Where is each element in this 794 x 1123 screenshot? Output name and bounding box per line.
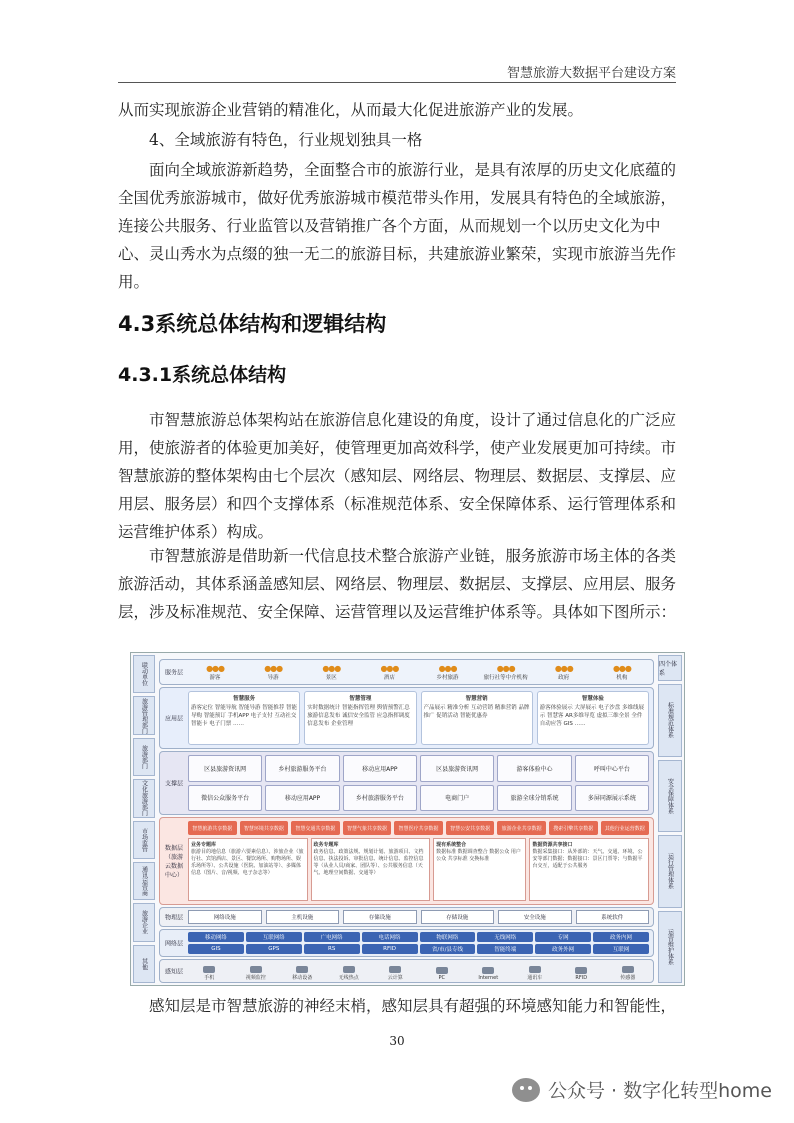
right-label: 运营维护体系 <box>658 911 682 984</box>
data-panel: 现有系统整合 数据标准 数据调查整合 数据公众 用户公众 共享标准 交换标准 <box>433 838 526 901</box>
support-box: 多屏同源展示系统 <box>575 785 649 812</box>
sensing-item: 传感器 <box>607 961 650 981</box>
right-label: 运行管理体系 <box>658 835 682 908</box>
people-icon: ●●● <box>322 663 341 673</box>
service-user: ●●● 旅行社等中介机构 <box>483 663 528 681</box>
physical-item: 安全设施 <box>498 910 572 924</box>
page-number: 30 <box>389 1034 405 1048</box>
layer-label: 物理层 <box>164 914 183 922</box>
service-layer <box>159 659 654 685</box>
network-item: GPS <box>246 944 302 954</box>
physical-item: 系统软件 <box>576 910 650 924</box>
network-item: 广电网络 <box>304 932 360 942</box>
network-item: 专网 <box>535 932 591 942</box>
physical-item: 网络设施 <box>188 910 262 924</box>
service-user: ●●● 游客 <box>206 663 225 681</box>
right-label: 标准规范体系 <box>658 684 682 757</box>
sensing-item: PC <box>421 961 464 981</box>
device-icon <box>203 966 215 973</box>
layer-label: 服务层 <box>164 669 183 677</box>
sensing-layer <box>159 959 654 983</box>
network-layer <box>159 929 654 957</box>
left-label: 旅游企业 <box>133 903 155 941</box>
data-chip: 旅游企业共享数据 <box>497 821 546 835</box>
support-box: 移动应用APP <box>343 755 417 782</box>
service-user: ●●● 导游 <box>264 663 283 681</box>
network-item: RFID <box>362 944 418 954</box>
network-item: 移动网络 <box>188 932 244 942</box>
data-chip: 其他行业运营数据 <box>601 821 650 835</box>
data-chip: 智慧旅游共享数据 <box>188 821 237 835</box>
section-heading: 4.3系统总体结构和逻辑结构 <box>118 312 387 336</box>
device-icon <box>343 966 355 973</box>
data-layer <box>159 817 654 905</box>
sensing-item: 视频监控 <box>235 961 278 981</box>
sensing-item: 通讯车 <box>514 961 557 981</box>
app-box: 智慧营销 产品展示 精准分析 互动营销 精准营销 品牌推广 促销活动 智能优惠券 <box>421 691 533 745</box>
left-label: 文化旅游部门 <box>133 779 155 817</box>
people-icon: ●●● <box>438 663 457 673</box>
support-box: 区县旅游资讯网 <box>420 755 494 782</box>
right-label: 四个体系 <box>658 655 682 681</box>
support-box: 微信公众服务平台 <box>188 785 262 812</box>
network-item: 无线网络 <box>477 932 533 942</box>
support-box: 旅游全球分销系统 <box>497 785 571 812</box>
header-rule <box>118 82 676 83</box>
device-icon <box>389 966 401 973</box>
people-icon: ●●● <box>496 663 515 673</box>
data-chip: 智慧气象共享数据 <box>343 821 392 835</box>
left-label-column <box>133 655 155 983</box>
page-header-title: 智慧旅游大数据平台建设方案 <box>506 66 676 81</box>
device-icon <box>250 966 262 973</box>
network-item: 政务外网 <box>535 944 591 954</box>
physical-item: 存储设施 <box>421 910 495 924</box>
data-panel: 政务专题库 政务信息、政策法规、规划计划、旅游项目、文档信息、执法投诉、审批信息、统计信息、监控信息等（从业人员/商家、团队等）、公共服务信息（天气、地理空间数据、交通等） <box>311 838 431 901</box>
paragraph-3: 面向全域旅游新趋势，全面整合市的旅游行业，是具有浓厚的历史文化底蕴的全国优秀旅游城市，做好优秀旅游城市模范带头作用，发展具有特色的全域旅游，连接公共服务、行业监管以及营销推广各个方面，从而规划一个以历史文化为中心、灵山秀水为点缀的独一无二的旅游目标，共建旅游业繁荣，实现市旅游当先作用。 <box>118 161 677 291</box>
sensing-item: 手机 <box>188 961 231 981</box>
support-box: 游客体验中心 <box>497 755 571 782</box>
sensing-item: 云计算 <box>374 961 417 981</box>
data-panel: 数据资源共享接口 数据采集接口：从外部的：天气、交通、环境、公安等部门数据；数据接口：景区门票等；与数据平台交互，适配于公共服务 <box>529 838 649 901</box>
device-icon <box>296 966 308 973</box>
people-icon: ●●● <box>380 663 399 673</box>
data-panel: 业务专题库 旅游目的地信息（旅游六要素信息）、涉旅企业（旅行社、宾馆酒店、景区、餐饮场所、购物场所、娱乐场所等）、公共设施（医院、加油站等）、多媒体信息（图片、音/视频、电子杂志等） <box>188 838 308 901</box>
support-layer <box>159 751 654 815</box>
layer-label: 应用层 <box>164 715 183 723</box>
sensing-item: 无线热点 <box>328 961 371 981</box>
device-icon <box>436 967 448 974</box>
support-box: 呼叫中心平台 <box>575 755 649 782</box>
service-user: ●●● 酒店 <box>380 663 399 681</box>
paragraph-6: 感知层是市智慧旅游的神经末梢，感知层具有超强的环境感知能力和智能性， <box>149 997 677 1015</box>
application-layer <box>159 687 654 749</box>
physical-layer <box>159 907 654 927</box>
network-item: 物联网络 <box>420 932 476 942</box>
layer-label: 网络层 <box>164 940 183 948</box>
layer-label: 数据层（旅游云数据中心） <box>164 845 183 879</box>
paragraph-1: 从而实现旅游企业营销的精准化，从而最大化促进旅游产业的发展。 <box>118 101 584 119</box>
architecture-figure <box>130 652 685 986</box>
left-label: 市场监管 <box>133 821 155 859</box>
app-box: 智慧服务 游客定位 智能导航 智能导游 智能推荐 智能导购 智能预订 手机APP 电子支付 互动社交 智能卡 电子门票 …… <box>188 691 300 745</box>
layer-label: 感知层 <box>164 968 183 976</box>
left-label: 其他 <box>133 945 155 983</box>
people-icon: ●●● <box>264 663 283 673</box>
sensing-item: Internet <box>467 961 510 981</box>
physical-item: 存储设施 <box>343 910 417 924</box>
paragraph-5: 市智慧旅游是借助新一代信息技术整合旅游产业链，服务旅游市场主体的各类旅游活动，其体系涵盖感知层、网络层、物理层、数据层、支撑层、应用层、服务层，涉及标准规范、安全保障、运营管理以及运营维护体系等。具体如下图所示： <box>118 547 677 621</box>
watermark <box>512 1076 772 1103</box>
support-box: 区县旅游资讯网 <box>188 755 262 782</box>
layer-label: 支撑层 <box>164 780 183 788</box>
support-box: 移动应用APP <box>265 785 339 812</box>
app-box: 智慧体验 游客体验展示 大屏展示 电子沙盘 多维线展示 智慧客 AR多维导览 虚拟三维全景 全件自动应答 GIS …… <box>537 691 649 745</box>
sensing-item: 移动设备 <box>281 961 324 981</box>
physical-item: 主机设施 <box>266 910 340 924</box>
network-item: RS <box>304 944 360 954</box>
right-label: 安全保障体系 <box>658 760 682 833</box>
paragraph-2: 4、全域旅游有特色，行业规划独具一格 <box>149 131 423 149</box>
service-user: ●●● 机构 <box>612 663 631 681</box>
service-user: ●●● 景区 <box>322 663 341 681</box>
app-box: 智慧管理 实时数据统计 智能指挥管理 舆情预警汇总 旅游信息发布 诚信安全监管 应急指挥调度 信息发布 企业管理 <box>304 691 416 745</box>
network-item: 智能终端 <box>477 944 533 954</box>
service-user: ●●● 乡村旅游 <box>436 663 459 681</box>
data-chip: 智慧公安共享数据 <box>446 821 495 835</box>
sensing-item: RFID <box>560 961 603 981</box>
support-box: 乡村旅游服务平台 <box>343 785 417 812</box>
watermark-text: 公众号 · 数字化转型home <box>548 1080 772 1102</box>
paragraph-4: 市智慧旅游总体架构站在旅游信息化建设的角度，设计了通过信息化的广泛应用，使旅游者的体验更加美好，使管理更加高效科学，使产业发展更加可持续。市智慧旅游的整体架构由七个层次（感知层、网络层、物理层、数据层、支撑层、应用层、服务层）和四个支撑体系（标准规范体系、安全保障体系、运行管理体系和运营维护体系）构成。 <box>118 411 677 541</box>
device-icon <box>529 966 541 973</box>
network-item: GIS <box>188 944 244 954</box>
network-item: 互联网络 <box>246 932 302 942</box>
subsection-heading: 4.3.1系统总体结构 <box>118 364 287 386</box>
network-item: 省/市/县专线 <box>420 944 476 954</box>
left-label: 旅游管理部门 <box>133 696 155 734</box>
data-chip: 搜索引擎共享数据 <box>549 821 598 835</box>
data-chip: 智慧环境共享数据 <box>240 821 289 835</box>
network-item: 互联网 <box>593 944 649 954</box>
device-icon <box>622 966 634 973</box>
data-chip: 智慧交通共享数据 <box>291 821 340 835</box>
wechat-icon <box>512 1078 540 1102</box>
service-user: ●●● 政府 <box>554 663 573 681</box>
people-icon: ●●● <box>206 663 225 673</box>
network-item: 政务内网 <box>593 932 649 942</box>
left-label: 旅游部门 <box>133 738 155 776</box>
people-icon: ●●● <box>554 663 573 673</box>
support-box: 电商门户 <box>420 785 494 812</box>
device-icon <box>575 967 587 974</box>
support-box: 乡村旅游服务平台 <box>265 755 339 782</box>
left-label: 通讯运营商 <box>133 862 155 900</box>
left-label: 联动单位 <box>133 655 155 693</box>
network-item: 电话网络 <box>362 932 418 942</box>
people-icon: ●●● <box>612 663 631 673</box>
device-icon <box>482 967 494 974</box>
data-chip: 智慧医疗共享数据 <box>394 821 443 835</box>
right-label-column <box>658 655 682 983</box>
